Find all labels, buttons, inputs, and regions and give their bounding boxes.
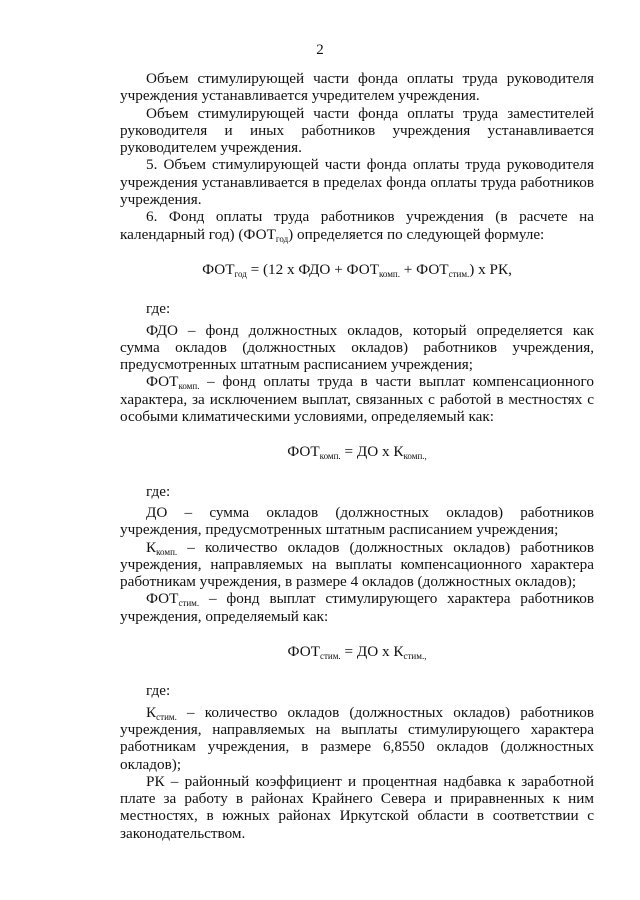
where-label-1: где: [146, 300, 171, 318]
paragraph-2: Объем стимулирующей части фонда оплаты труда заместителей руководителя и иных работников учреждения устанавливается руководителем учреждения. [120, 104, 594, 157]
paragraph-1: Объем стимулирующей части фонда оплаты труда руководителя учреждения устанавливается учредителем учреждения. [120, 70, 594, 105]
formula-fot-komp: $ФОТ_{комп.}$ = ДО х $К_{комп.,}$ [287, 443, 427, 462]
where-label-2: где: [146, 482, 171, 500]
where-label-3: где: [146, 682, 171, 700]
document-body [120, 70, 594, 842]
definition-fdo: ФДО – фонд должностных окладов, который определяется как сумма окладов (должностных окладов) работников учреждения, предусмотренных штатным расписанием учреждения; [120, 321, 594, 374]
formula-fot-stim: $ФОТ_{стим.}$ = ДО х $К_{стим.,}$ [287, 643, 427, 662]
page-number: 2 [316, 42, 324, 58]
formula-fot-year: $ФОТ_{год} = (12$ х ФДО + $ФОТ_{комп.} + ФОТ_{стим.}$) х РК, [202, 260, 512, 279]
definition-fot-stim: $ФОТ_{стим.}$ – фонд выплат стимулирующего характера работников учреждения, определяемый как: [120, 590, 594, 625]
definition-rk: РК – районный коэффициент и процентная надбавка к заработной плате за работу в районах Крайнего Севера и приравненных к ним местностях, в южных районах Иркутской области в соответствии с законодательством. [120, 772, 594, 842]
definition-k-komp: $К_{комп.}$ – количество окладов (должностных окладов) работников учреждения, направляемых на выплаты компенсационного характера работникам учреждения, в размере 4 окладов (должностных окладов); [120, 538, 594, 591]
paragraph-3: 5. Объем стимулирующей части фонда оплаты труда руководителя учреждения устанавливается в пределах фонда оплаты труда работников учреждения. [120, 156, 594, 209]
paragraph-4: 6. Фонд оплаты труда работников учреждения (в расчете на календарный год) $(ФОТ_{год})$ определяется по следующей формуле: [120, 208, 594, 244]
definition-do: ДО – сумма окладов (должностных окладов) работников учреждения, предусмотренных штатным расписанием учреждения; [120, 503, 594, 539]
definition-k-stim: $К_{стим.}$ – количество окладов (должностных окладов) работников учреждения, направляемых на выплаты стимулирующего характера работникам учреждения, в размере 6,8550 окладов (должностных окладов); [120, 703, 594, 773]
definition-fot-komp: $ФОТ_{комп.}$ – фонд оплаты труда в части выплат компенсационного характера, за исключением выплат, связанных с работой в местностях с особыми климатическими условиями, определяемый как: [120, 373, 594, 426]
